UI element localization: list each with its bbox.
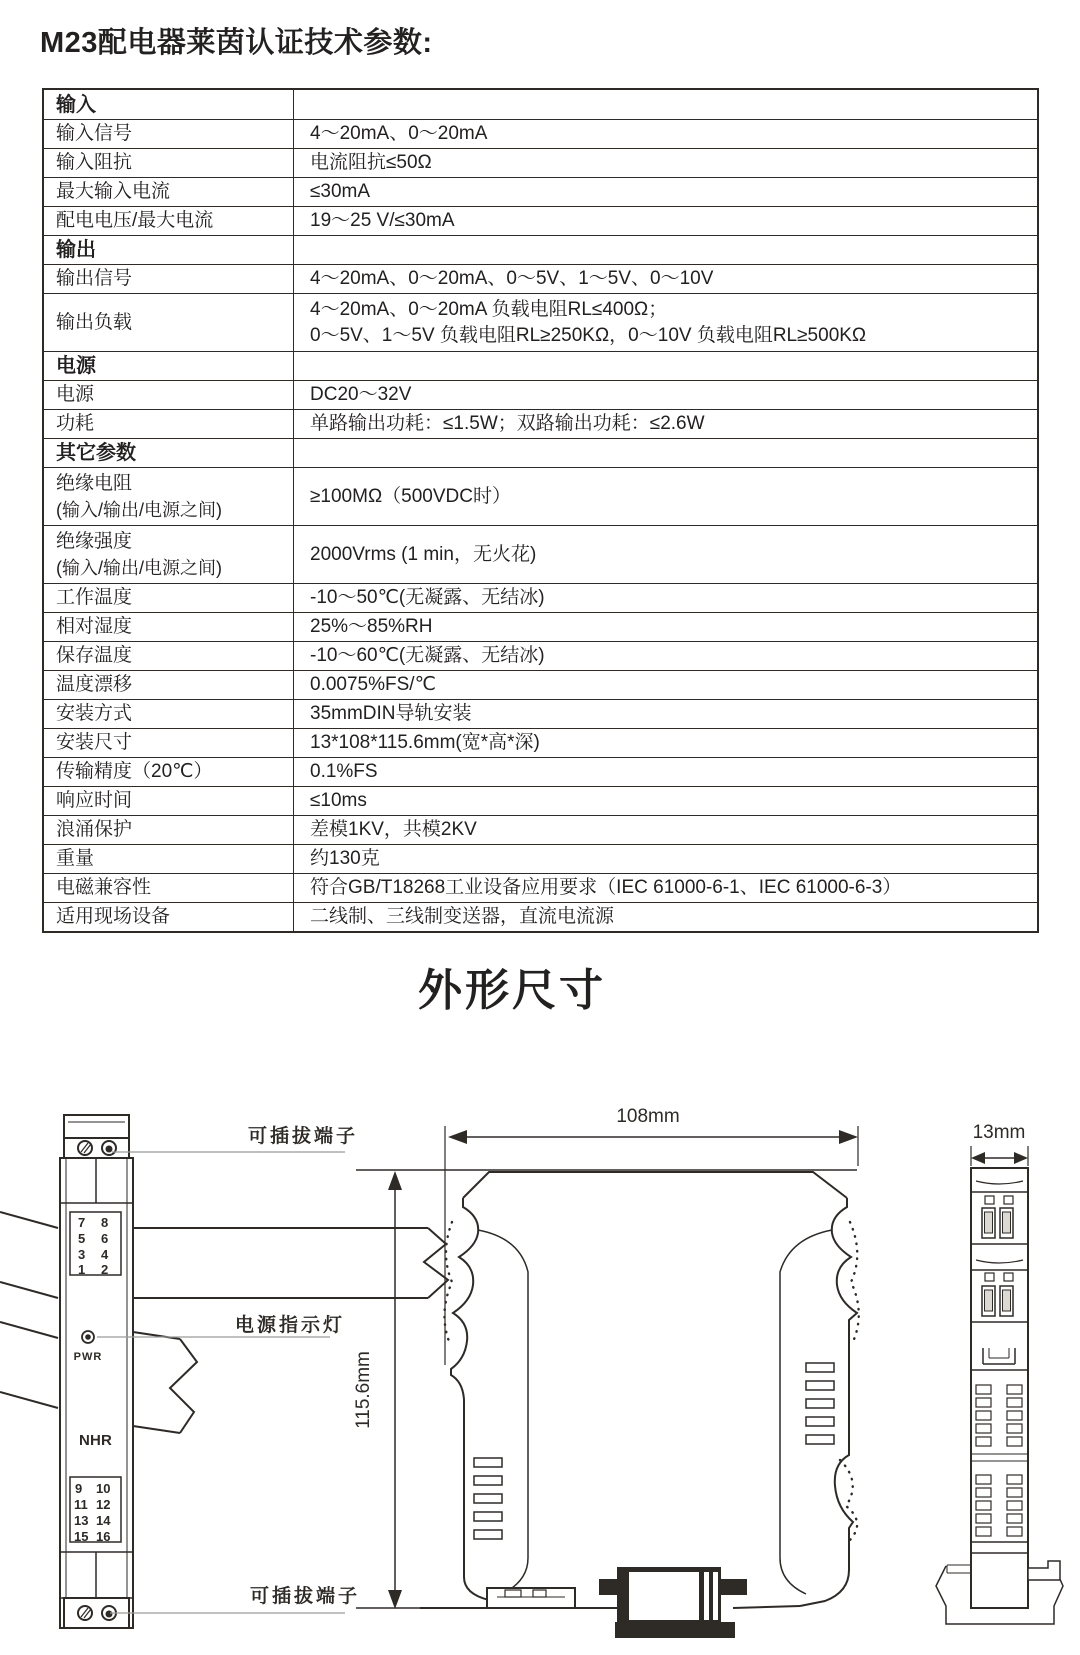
row-value: ≤30mA [310,181,371,202]
row-value: 13*108*115.6mm(宽*高*深) [310,732,540,753]
row-value: 35mmDIN导轨安装 [310,703,472,724]
row-label: 电源 [44,381,294,409]
table-row [44,293,1037,351]
table-section-row [44,438,1037,467]
table-row [44,380,1037,409]
table-row [44,873,1037,902]
svg-text:1: 1 [78,1262,86,1277]
row-value: 约130克 [310,848,380,869]
callouts [97,1124,360,1613]
pwr-label: PWR [73,1351,103,1363]
row-value: ≤10ms [310,790,367,811]
row-value: 0.1%FS [310,761,378,782]
row-value: 电流阻抗≤50Ω [310,152,432,173]
row-label: 工作温度 [44,584,294,612]
page-title: M23配电器莱茵认证技术参数: [40,27,433,59]
table-row [44,612,1037,641]
svg-text:5: 5 [78,1231,86,1246]
table-row [44,786,1037,815]
height-dim-label: 115.6mm [353,1351,374,1429]
row-label: 浪涌保护 [44,816,294,844]
table-row [44,699,1037,728]
svg-text:3: 3 [78,1247,86,1262]
end-view-diagram [936,1122,1063,1624]
nhr-logo [79,1432,112,1449]
table-row [44,844,1037,873]
outline-section-title: 外形尺寸 [418,966,606,1015]
svg-text:15: 15 [74,1529,89,1544]
row-label: 输入信号 [44,120,294,148]
row-value: 4～20mA、0～20mA 负载电阻RL≤400Ω； 0～5V、1～5V 负载电阻RL≥250KΩ，0～10V 负载电阻RL≥500KΩ [310,298,867,346]
row-label: 输出 [44,236,294,264]
row-value: 单路输出功耗：≤1.5W；双路输出功耗：≤2.6W [310,413,705,434]
svg-text:R: R [101,1432,112,1449]
depth-dim-label: 13mm [972,1122,1026,1143]
row-value: 4～20mA、0～20mA [310,123,488,144]
table-row [44,641,1037,670]
table-row [44,670,1037,699]
bottom-terminal-callout: 可插拔端子 [250,1586,361,1607]
svg-text:16: 16 [96,1529,111,1544]
row-label: 其它参数 [44,439,294,467]
table-row [44,206,1037,235]
table-section-row [44,90,1037,119]
height-dimension [353,1170,857,1609]
module-right-profile [800,1198,857,1606]
row-value: 符合GB/T18268工业设备应用要求（IEC 61000-6-1、IEC 61000-6-3） [310,877,902,898]
svg-text:N: N [79,1432,90,1449]
row-label: 电源 [44,352,294,380]
row-label: 输出负载 [44,294,294,351]
row-value: -10～60℃(无凝露、无结冰) [310,645,545,666]
row-label: 安装尺寸 [44,729,294,757]
clamp-latch [1028,1561,1060,1580]
front-view-diagram [0,1115,448,1628]
table-row [44,757,1037,786]
power-led-callout: 电源指示灯 [235,1315,346,1336]
table-row [44,409,1037,438]
row-label: 输入阻抗 [44,149,294,177]
side-view-diagram [353,1106,859,1638]
svg-text:13: 13 [74,1513,89,1528]
table-row [44,728,1037,757]
module-left-profile [451,1198,560,1608]
dotted-accent-lines [444,1222,858,1540]
row-value: -10～50℃(无凝露、无结冰) [310,587,545,608]
table-section-row [44,235,1037,264]
top-terminal-callout: 可插拔端子 [248,1126,359,1147]
depth-dimension [971,1122,1028,1166]
row-label: 相对湿度 [44,613,294,641]
row-label: 输入 [44,90,294,119]
svg-text:H: H [90,1432,101,1449]
svg-text:9: 9 [75,1481,83,1496]
row-value: DC20～32V [310,384,412,405]
table-section-row [44,351,1037,380]
rail-slider [487,1588,575,1608]
row-label: 保存温度 [44,642,294,670]
row-value [294,439,1037,467]
row-label: 响应时间 [44,787,294,815]
row-label: 安装方式 [44,700,294,728]
row-label: 传输精度（20℃） [44,758,294,786]
spec-table [42,88,1039,933]
row-label: 适用现场设备 [44,903,294,931]
row-label: 最大输入电流 [44,178,294,206]
table-row [44,467,1037,525]
row-label: 输出信号 [44,265,294,293]
row-label: 重量 [44,845,294,873]
row-label: 功耗 [44,410,294,438]
table-row [44,177,1037,206]
row-value [294,236,1037,264]
module-top-edge [463,1172,847,1198]
row-value: 19～25 V/≤30mA [310,210,455,231]
svg-text:4: 4 [101,1247,109,1262]
width-dimension [445,1106,858,1365]
row-value: 差模1KV，共模2KV [310,819,477,840]
row-value: 二线制、三线制变送器，直流电流源 [310,906,615,927]
svg-text:8: 8 [101,1215,109,1230]
row-value: 2000Vrms (1 min，无火花) [310,543,537,565]
row-value [294,352,1037,380]
row-label: 配电电压/最大电流 [44,207,294,235]
power-led-icon [82,1331,94,1343]
svg-text:2: 2 [101,1262,109,1277]
row-value: 0.0075%FS/℃ [310,674,436,695]
table-row [44,902,1037,931]
svg-text:12: 12 [96,1497,111,1512]
row-label: 温度漂移 [44,671,294,699]
table-row [44,148,1037,177]
table-row [44,525,1037,583]
table-row [44,815,1037,844]
svg-text:6: 6 [101,1231,109,1246]
svg-text:11: 11 [74,1497,88,1512]
row-value: ≥100MΩ（500VDC时） [310,485,511,507]
svg-text:7: 7 [78,1215,86,1230]
row-value: 4～20mA、0～20mA、0～5V、1～5V、0～10V [310,268,714,289]
top-terminal-cap [64,1115,129,1138]
outline-drawing [0,1030,1080,1655]
din-clamp [599,1567,747,1638]
row-value: 25%～85%RH [310,616,433,637]
svg-text:10: 10 [96,1481,111,1496]
row-value [294,90,1037,119]
width-dim-label: 108mm [616,1106,680,1127]
row-label: 绝缘强度 (输入/输出/电源之间) [44,526,294,583]
table-row [44,119,1037,148]
row-label: 绝缘电阻 (输入/输出/电源之间) [44,468,294,525]
svg-text:14: 14 [96,1513,111,1528]
table-row [44,264,1037,293]
table-row [44,583,1037,612]
row-label: 电磁兼容性 [44,874,294,902]
top-terminal-block [64,1138,129,1158]
